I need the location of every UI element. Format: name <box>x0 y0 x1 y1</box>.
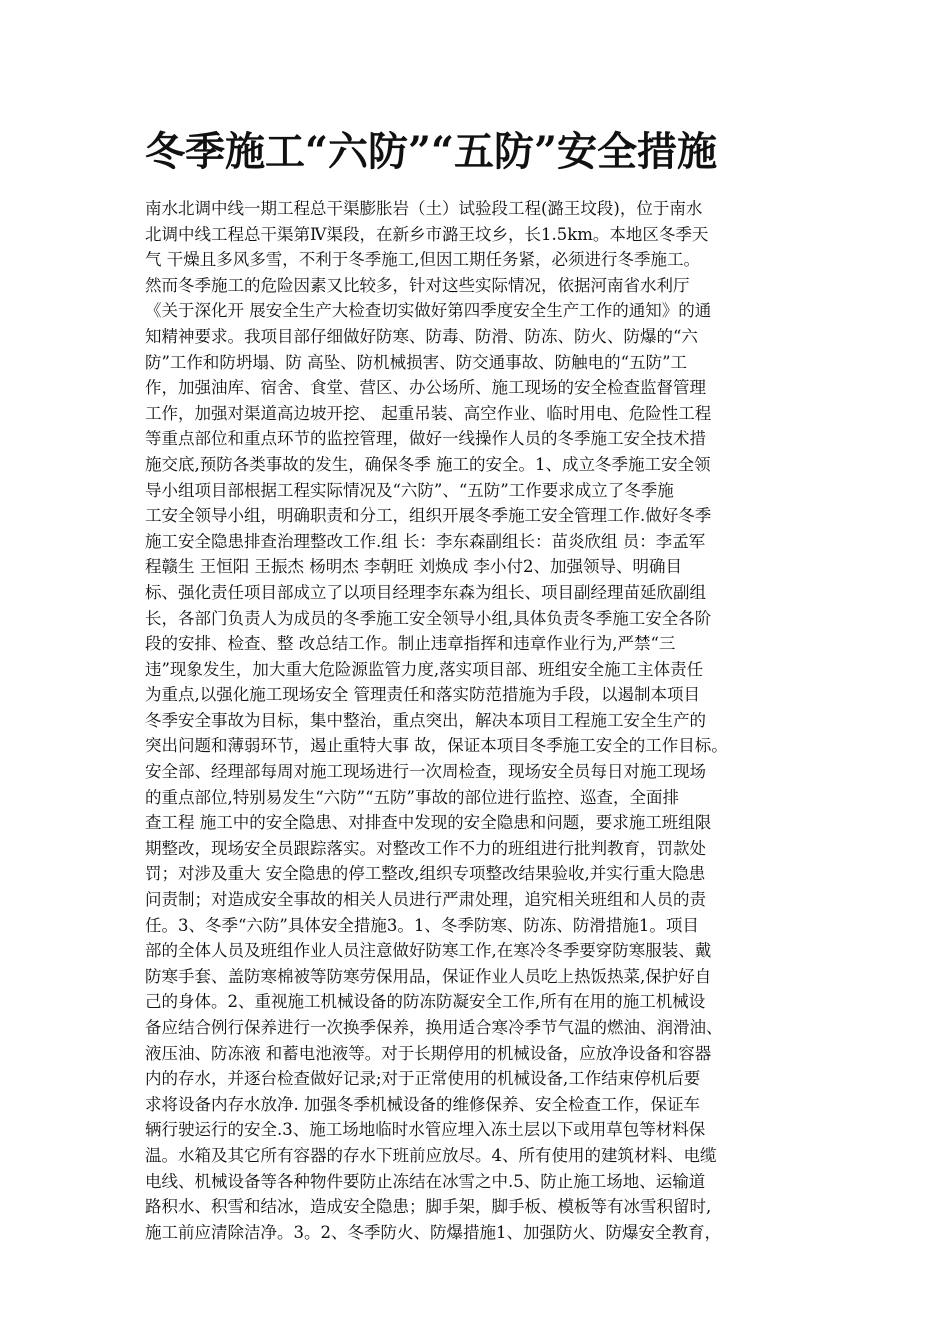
body-line: 液压油、防冻液 和蓄电池液等。对于长期停用的机械设备，应放净设备和容器 <box>145 1043 712 1063</box>
body-line: 施工前应清除洁净。3。2、冬季防火、防爆措施1、加强防火、防爆安全教育， <box>145 1222 721 1242</box>
body-line: 施交底,预防各类事故的发生，确保冬季 施工的安全。1、成立冬季施工安全领 <box>145 454 711 474</box>
body-line: 标、强化责任项目部成立了以项目经理李东森为组长、项目副经理苗延欣副组 <box>145 582 706 602</box>
body-line: 备应结合例行保养进行一次换季保养，换用适合寒冷季节气温的燃油、润滑油、 <box>145 1018 723 1037</box>
body-line: 北调中线工程总干渠第Ⅳ渠段，在新乡市潞王坟乡，长1.5km。本地区冬季天 <box>145 224 709 244</box>
body-line: 期整改，现场安全员跟踪落实。对整改工作不力的班组进行批判教育，罚款处 <box>145 838 706 858</box>
body-line: 程赣生 王恒阳 王振杰 杨明杰 李朝旺 刘焕成 李小付2、加强领导、明确目 <box>145 557 682 577</box>
document-body <box>145 196 810 1245</box>
body-line: 路积水、积雪和结冰，造成安全隐患；脚手架，脚手板、模板等有冰雪积留时, <box>145 1197 712 1217</box>
body-line: 辆行驶运行的安全.3、施工场地临时水管应埋入冻土层以下或用草包等材料保 <box>145 1120 706 1140</box>
body-line: 罚；对涉及重大 安全隐患的停工整改,组织专项整改结果验收,并实行重大隐患 <box>145 864 706 884</box>
body-line: 知精神要求。我项目部仔细做好防寒、防毒、防滑、防冻、防火、防爆的“六 <box>145 326 698 346</box>
body-line: 安全部、经理部每周对施工现场进行一次周检查，现场安全员每日对施工现场 <box>145 762 706 782</box>
body-line: 南水北调中线一期工程总干渠膨胀岩（土）试验段工程(潞王坟段)，位于南水 <box>145 199 703 218</box>
body-line: 突出问题和薄弱环节，遏止重特大事 故，保证本项目冬季施工安全的工作目标。 <box>145 736 728 756</box>
body-line: 为重点,以强化施工现场安全 管理责任和落实防范措施为手段，以遏制本项目 <box>145 685 700 705</box>
body-line: 工作，加强对渠道高边坡开挖、 起重吊装、高空作业、临时用电、危险性工程 <box>145 403 712 423</box>
body-line: 任。3、冬季“六防”具体安全措施3。1、冬季防寒、防冻、防滑措施1。项目 <box>145 915 699 935</box>
body-line: 防”工作和防坍塌、防 高坠、防机械损害、防交通事故、防触电的“五防”工 <box>145 352 688 372</box>
body-line: 防寒手套、盖防寒棉被等防寒劳保用品，保证作业人员吃上热饭热菜,保护好自 <box>145 966 712 986</box>
body-line: 问责制；对造成安全事故的相关人员进行严肃处理，追究相关班组和人员的责 <box>145 890 706 910</box>
body-line: 然而冬季施工的危险因素又比较多，针对这些实际情况，依据河南省水利厅 <box>145 275 690 295</box>
body-line: 作，加强油库、宿舍、食堂、营区、办公场所、施工现场的安全检查监督管理 <box>145 378 706 398</box>
body-line: 工安全领导小组，明确职责和分工，组织开展冬季施工安全管理工作.做好冬季 <box>145 506 712 526</box>
body-line: 导小组项目部根据工程实际情况及“六防”、“五防”工作要求成立了冬季施 <box>145 480 674 500</box>
body-line: 长，各部门负责人为成员的冬季施工安全领导小组,具体负责冬季施工安全各阶 <box>145 608 712 628</box>
body-line: 温。水箱及其它所有容器的存水下班前应放尽。4、所有使用的建筑材料、电缆 <box>145 1145 717 1165</box>
document-title: 冬季施工“六防”“五防”安全措施 <box>145 128 718 175</box>
body-line: 己的身体。2、重视施工机械设备的防冻防凝安全工作,所有在用的施工机械设 <box>145 992 706 1012</box>
body-line: 查工程 施工中的安全隐患、对排查中发现的安全隐患和问题，要求施工班组限 <box>145 813 712 833</box>
body-line: 段的安排、检查、整 改总结工作。制止违章指挥和违章作业行为,严禁“三 <box>145 634 676 654</box>
body-line: 部的全体人员及班组作业人员注意做好防寒工作,在寒冷冬季要穿防寒服装、戴 <box>145 941 712 961</box>
body-line: 气 干燥且多风多雪，不利于冬季施工,但因工期任务紧，必须进行冬季施工。 <box>145 250 700 270</box>
body-line: 的重点部位,特别易发生“六防”“五防”事故的部位进行监控、巡查，全面排 <box>145 787 679 807</box>
body-line: 施工安全隐患排查治理整改工作.组 长：李东森副组长：苗炎欣组 员：李孟军 <box>145 531 706 551</box>
body-line: 求将设备内存水放净. 加强冬季机械设备的维修保养、安全检查工作，保证车 <box>145 1094 700 1114</box>
body-line: 等重点部位和重点环节的监控管理，做好一线操作人员的冬季施工安全技术措 <box>145 429 706 449</box>
body-line: 内的存水，并逐台检查做好记录;对于正常使用的机械设备,工作结束停机后要 <box>145 1069 701 1089</box>
body-line: 《关于深化开 展安全生产大检查切实做好第四季度安全生产工作的通知》的通 <box>145 301 712 321</box>
body-line: 冬季安全事故为目标，集中整治，重点突出，解决本项目工程施工安全生产的 <box>145 710 706 730</box>
body-line: 违”现象发生，加大重大危险源监管力度,落实项目部、班组安全施工主体责任 <box>145 659 704 679</box>
body-line: 电线、机械设备等各种物件要防止冻结在冰雪之中.5、防止施工场地、运输道 <box>145 1171 706 1191</box>
